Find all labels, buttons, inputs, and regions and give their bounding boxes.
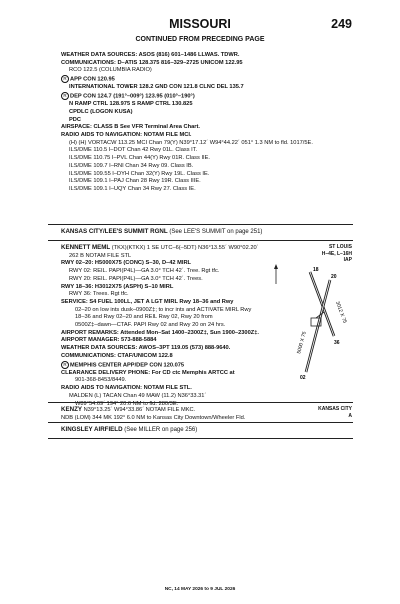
chart-ref: IAP — [343, 257, 352, 263]
section-divider — [48, 224, 353, 225]
chart-ref: A — [348, 412, 352, 419]
state-title: MISSOURI — [169, 17, 231, 31]
runway-end-label: 20 — [331, 274, 337, 280]
kennett-chart-refs — [322, 244, 352, 264]
section-divider — [48, 402, 353, 403]
manager-line: AIRPORT MANAGER: 573-888-5884 — [61, 337, 157, 344]
pdc-line: PDC — [69, 116, 82, 123]
dep-con-line: DEP CON 124.7 (191°–009°) 123.95 (010°–190°) — [70, 93, 195, 100]
communications-line: COMMUNICATIONS: D–ATIS 128.375 816–329–2725 UNICOM 122.95 — [61, 59, 243, 66]
fix-coordinates: N39°13.25´ W94°33.86´ NOTAM FILE MKC. — [83, 407, 196, 413]
chart-ref: KANSAS CITY — [318, 406, 352, 412]
communications-line: COMMUNICATIONS: CTAF/UNICOM 122.8 — [61, 352, 173, 359]
radar-symbol-icon: R — [61, 92, 69, 100]
airspace-line: AIRSPACE: CLASS B See VFR Terminal Area Chart. — [61, 124, 200, 131]
north-arrow-icon — [274, 264, 278, 284]
weather-line: WEATHER DATA SOURCES: AWOS–3PT 119.05 (573) 888-9640. — [61, 345, 231, 352]
runway-end-line: RWY 20: REIL. PAPI(P4L)—GA 3.0° TCH 42´. Trees. — [69, 275, 203, 282]
continued-note: CONTINUED FROM PRECEDING PAGE — [135, 36, 265, 43]
runway-line: RWY 18–36: H3012X75 (ASPH) S–10 MIRL — [61, 283, 174, 290]
airport-diagram — [270, 262, 354, 382]
radar-symbol-icon: R — [61, 75, 69, 83]
section-divider — [48, 438, 353, 439]
airport-location: 1 SE UTC–6(–5DT) N36°13.55´ W90°02.20´ — [146, 245, 259, 251]
page-header — [0, 15, 400, 35]
nav-aid-line: ILS/DME 110.75 I–PVL Chan 44(Y) Rwy 01R. Class IIE. — [69, 155, 210, 162]
runway-end-label: 18 — [313, 267, 319, 273]
airport-ident: (TKX)(KTKX) — [111, 245, 146, 251]
malden-line: MALDEN (L) TACAN Chan 49 MAW (11.2) N36°33.31´ — [69, 392, 207, 399]
effective-dates: NC, 14 MAY 2026 to 9 JUL 2026 — [164, 587, 236, 592]
runway-end-line: RWY 36: Trees. Rgt tfc. — [69, 291, 129, 298]
runway-end-label: 36 — [334, 340, 340, 346]
nav-aid-line: (H) (H) VORTACW 113.25 MCI Chan 79(Y) N39°17.12´ W94°44.22´ 051° 1.3 NM to fld. 1017/5E. — [69, 139, 313, 146]
cross-reference: (See MILLER on page 256) — [124, 427, 198, 433]
service-line: 18–36 and Rwy 02–20 and REIL Rwy 02, Rwy 20 from — [75, 314, 213, 321]
memphis-center-line: MEMPHIS CENTER APP/DEP CON 120.075 — [70, 362, 185, 369]
cpdlc-line: CPDLC (LOGON KUSA) — [69, 108, 133, 115]
intl-tower-line: INTERNATIONAL TOWER 128.2 GND CON 121.8 CLNC DEL 135.7 — [69, 84, 244, 91]
clearance-line: 901-368-8453/8449. — [75, 377, 127, 384]
nav-aid-line: ILS/DME 109.1 I–UQY Chan 34 Rwy 27. Class IE. — [69, 185, 196, 192]
continued-airport-block — [61, 52, 361, 194]
section-divider — [48, 422, 353, 423]
service-line: 02–20 on low ints dusk–0900Z‡; to incr ints and ACTIVATE MIRL Rwy — [75, 306, 252, 313]
radio-aids-line: RADIO AIDS TO NAVIGATION: NOTAM FILE STL. — [61, 385, 192, 392]
runway-dimension-label: 5000 X 75 — [296, 330, 308, 355]
kenzy-chart-refs — [318, 406, 352, 419]
runway-dimension-label: 3012 X 75 — [334, 300, 348, 325]
kansas-city-lees-entry — [61, 228, 262, 235]
radio-aids-line: RADIO AIDS TO NAVIGATION: NOTAM FILE MCI. — [61, 132, 192, 139]
ndb-line: NDB (LOM) 344 MK 192° 6.0 NM to Kansas City Downtown/Wheeler Fld. — [61, 414, 246, 421]
kingsley-entry — [61, 426, 197, 433]
elevation-line: 262 B NOTAM FILE STL — [69, 252, 132, 259]
rco-line: RCO 122.5 (COLUMBIA RADIO) — [69, 67, 152, 74]
radar-symbol-icon: R — [61, 361, 69, 369]
fix-name: KENZY — [61, 406, 82, 413]
nav-aid-line: ILS/DME 109.55 I–DYH Chan 32(Y) Rwy 19L. Class IE. — [69, 170, 210, 177]
app-con-line: APP CON 120.95 — [70, 76, 115, 83]
chart-ref: H–4E, L–16H — [321, 250, 352, 257]
remarks-line: AIRPORT REMARKS: Attended Mon–Sat 1400–2300Z‡, Sun 1900–2300Z‡. — [61, 329, 259, 336]
chart-ref: ST LOUIS — [328, 244, 352, 250]
nav-aid-line: ILS/DME 110.5 I–DOT Chan 42 Rwy 01L. Class IT. — [69, 147, 198, 154]
service-line: 0500Z‡–dawn—CTAF. PAPI Rwy 02 and Rwy 20 on 24 hrs. — [75, 322, 226, 329]
ramp-ctrl-line: N RAMP CTRL 128.975 S RAMP CTRL 130.825 — [69, 101, 193, 108]
runway-end-label: 02 — [300, 375, 306, 381]
runway-end-line: RWY 02: REIL. PAPI(P4L)—GA 3.0° TCH 42´. Tree. Rgt tfc. — [69, 268, 220, 275]
weather-line: WEATHER DATA SOURCES: ASOS (816) 601–1486 LLWAS. TDWR. — [61, 52, 240, 58]
airport-name: KENNETT MEML — [61, 244, 111, 251]
runway-line: RWY 02–20: H5000X75 (CONC) S–30, D–42 MIRL — [61, 260, 192, 267]
airport-name: KINGSLEY AIRFIELD — [61, 426, 123, 433]
clearance-line: CLEARANCE DELIVERY PHONE: For CD ctc Memphis ARTCC at — [61, 369, 235, 376]
section-divider — [48, 240, 353, 241]
service-line: SERVICE: S4 FUEL 100LL, JET A LGT MIRL Rwy 18–36 and Rwy — [61, 298, 234, 305]
page-number: 249 — [331, 17, 352, 31]
nav-aid-line: ILS/DME 109.7 I–RNI Chan 34 Rwy 09. Class IB. — [69, 162, 194, 169]
cross-reference: (See LEE'S SUMMIT on page 251) — [169, 229, 263, 235]
nav-aid-line: ILS/DME 109.1 I–PAJ Chan 28 Rwy 19R. Class IIIE. — [69, 178, 201, 185]
kenzy-entry — [61, 406, 361, 422]
malden-line: W89°54.69´ 194° 20.6 NM to fld. 280/3E. — [75, 400, 179, 407]
airport-name: KANSAS CITY/LEE'S SUMMIT RGNL — [61, 228, 168, 235]
